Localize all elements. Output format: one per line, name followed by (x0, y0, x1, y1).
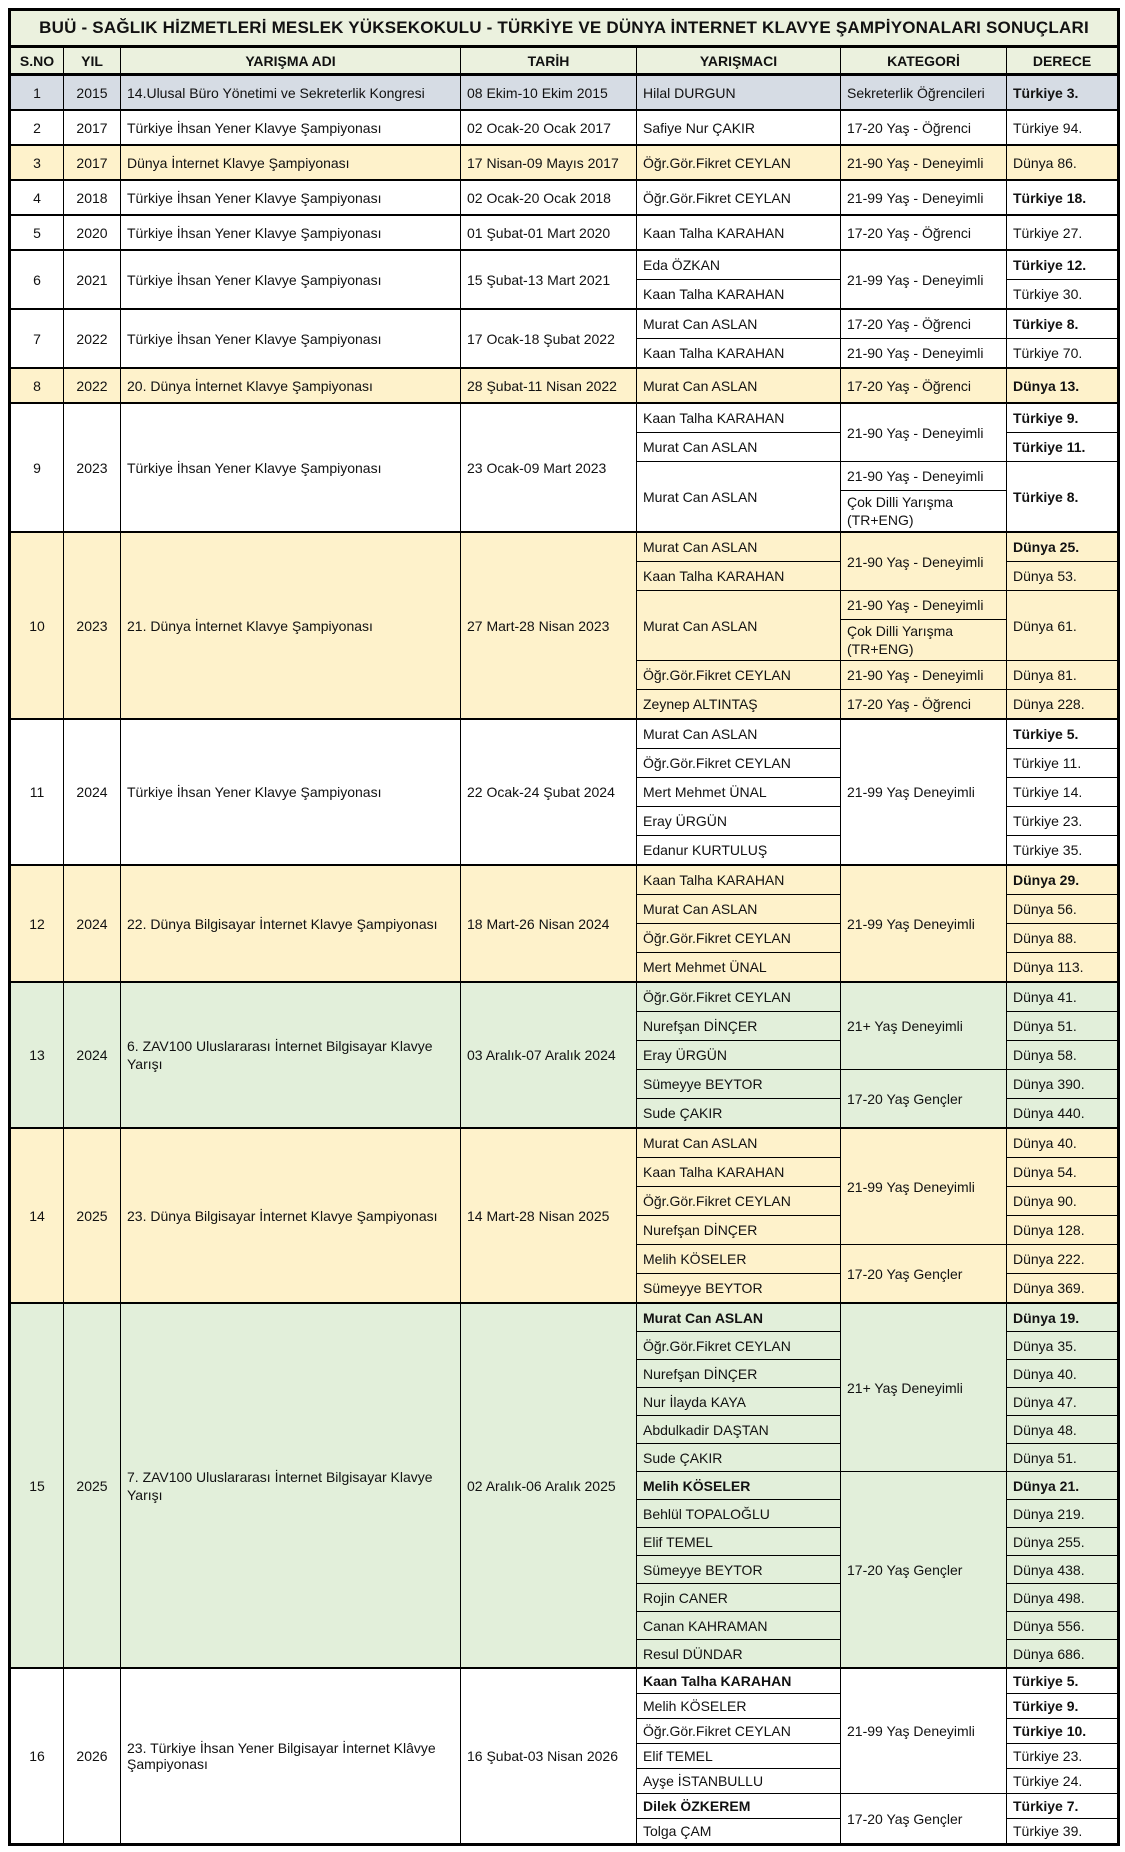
category-cell: 21-99 Yaş Deneyimli (841, 1128, 1007, 1245)
yil-cell: 2018 (64, 180, 121, 215)
date-cell: 03 Aralık-07 Aralık 2024 (461, 982, 637, 1128)
table-row (10, 532, 1119, 562)
yil-cell: 2020 (64, 215, 121, 250)
date-cell: 22 Ocak-24 Şubat 2024 (461, 719, 637, 865)
rank-cell: Türkiye 94. (1007, 110, 1119, 145)
category-cell: 21+ Yaş Deneyimli (841, 1303, 1007, 1472)
rank-cell: Türkiye 8. (1007, 309, 1119, 339)
results-body (10, 75, 1119, 1845)
category-cell: 17-20 Yaş - Öğrenci (841, 368, 1007, 403)
competitor-cell: Resul DÜNDAR (637, 1640, 841, 1669)
competitor-cell: Nurefşan DİNÇER (637, 1216, 841, 1245)
competitor-cell: Öğr.Gör.Fikret CEYLAN (637, 1187, 841, 1216)
sno-cell: 12 (10, 865, 64, 982)
competitor-cell: Melih KÖSELER (637, 1694, 841, 1719)
competitor-cell: Tolga ÇAM (637, 1819, 841, 1845)
rank-cell: Türkiye 7. (1007, 1794, 1119, 1819)
yil-cell: 2017 (64, 110, 121, 145)
rank-cell: Dünya 40. (1007, 1360, 1119, 1388)
rank-cell: Türkiye 23. (1007, 807, 1119, 836)
rank-cell: Dünya 41. (1007, 982, 1119, 1012)
competitor-cell: Murat Can ASLAN (637, 719, 841, 749)
yil-cell: 2025 (64, 1128, 121, 1303)
rank-cell: Dünya 29. (1007, 865, 1119, 895)
sno-cell: 15 (10, 1303, 64, 1668)
category-cell: 21+ Yaş Deneyimli (841, 982, 1007, 1070)
rank-cell: Türkiye 35. (1007, 836, 1119, 866)
date-cell: 14 Mart-28 Nisan 2025 (461, 1128, 637, 1303)
competition-cell: Türkiye İhsan Yener Klavye Şampiyonası (121, 180, 461, 215)
competitor-cell: Murat Can ASLAN (637, 1128, 841, 1158)
date-cell: 23 Ocak-09 Mart 2023 (461, 403, 637, 532)
col-header-kategori: KATEGORİ (841, 47, 1007, 75)
yil-cell: 2023 (64, 403, 121, 532)
category-cell: 21-99 Yaş - Deneyimli (841, 250, 1007, 309)
category-cell: 21-99 Yaş - Deneyimli (841, 180, 1007, 215)
table-row (10, 250, 1119, 280)
yil-cell: 2021 (64, 250, 121, 309)
date-cell: 08 Ekim-10 Ekim 2015 (461, 75, 637, 111)
competitor-cell: Zeynep ALTINTAŞ (637, 690, 841, 720)
rank-cell: Türkiye 9. (1007, 403, 1119, 433)
competitor-cell: Öğr.Gör.Fikret CEYLAN (637, 982, 841, 1012)
col-header-derece: DERECE (1007, 47, 1119, 75)
competitor-cell: Mert Mehmet ÜNAL (637, 953, 841, 983)
competitor-cell: Elif TEMEL (637, 1744, 841, 1769)
yil-cell: 2015 (64, 75, 121, 111)
rank-cell: Türkiye 39. (1007, 1819, 1119, 1845)
competitor-cell: Sude ÇAKIR (637, 1444, 841, 1472)
rank-cell: Dünya 51. (1007, 1012, 1119, 1041)
competitor-cell: Sümeyye BEYTOR (637, 1070, 841, 1099)
competitor-cell: Kaan Talha KARAHAN (637, 215, 841, 250)
competitor-cell: Sümeyye BEYTOR (637, 1556, 841, 1584)
rank-cell: Türkiye 27. (1007, 215, 1119, 250)
yil-cell: 2022 (64, 368, 121, 403)
competition-cell: 21. Dünya İnternet Klavye Şampiyonası (121, 532, 461, 719)
rank-cell: Dünya 81. (1007, 661, 1119, 690)
sno-cell: 8 (10, 368, 64, 403)
competitor-cell: Kaan Talha KARAHAN (637, 1668, 841, 1694)
rank-cell: Dünya 54. (1007, 1158, 1119, 1187)
rank-cell: Dünya 222. (1007, 1245, 1119, 1274)
rank-cell: Dünya 438. (1007, 1556, 1119, 1584)
competitor-cell: Öğr.Gör.Fikret CEYLAN (637, 145, 841, 180)
sno-cell: 9 (10, 403, 64, 532)
date-cell: 16 Şubat-03 Nisan 2026 (461, 1668, 637, 1845)
competitor-cell: Murat Can ASLAN (637, 433, 841, 462)
competitor-cell: Kaan Talha KARAHAN (637, 562, 841, 591)
sno-cell: 13 (10, 982, 64, 1128)
competitor-cell: Melih KÖSELER (637, 1245, 841, 1274)
rank-cell: Dünya 88. (1007, 924, 1119, 953)
rank-cell: Dünya 58. (1007, 1041, 1119, 1070)
competitor-cell: Safiye Nur ÇAKIR (637, 110, 841, 145)
rank-cell: Dünya 113. (1007, 953, 1119, 983)
competitor-cell: Kaan Talha KARAHAN (637, 339, 841, 369)
rank-cell: Dünya 61. (1007, 591, 1119, 661)
category-cell: 17-20 Yaş - Öğrenci (841, 690, 1007, 720)
rank-cell: Dünya 21. (1007, 1472, 1119, 1500)
rank-cell: Dünya 35. (1007, 1332, 1119, 1360)
table-row (10, 145, 1119, 180)
page-title: BUÜ - SAĞLIK HİZMETLERİ MESLEK YÜKSEKOKULU - TÜRKİYE VE DÜNYA İNTERNET KLAVYE ŞAMPİYONALARI SONUÇLARI (10, 10, 1119, 47)
competitor-cell: Eray ÜRGÜN (637, 1041, 841, 1070)
competitor-cell: Kaan Talha KARAHAN (637, 403, 841, 433)
competitor-cell: Dilek ÖZKEREM (637, 1794, 841, 1819)
date-cell: 17 Ocak-18 Şubat 2022 (461, 309, 637, 368)
category-cell: 21-99 Yaş Deneyimli (841, 1668, 1007, 1794)
competitor-cell: Murat Can ASLAN (637, 532, 841, 562)
category-cell: Sekreterlik Öğrencileri (841, 75, 1007, 111)
table-row (10, 1128, 1119, 1158)
category-cell: 21-90 Yaş - Deneyimli (841, 145, 1007, 180)
competitor-cell: Öğr.Gör.Fikret CEYLAN (637, 180, 841, 215)
yil-cell: 2024 (64, 982, 121, 1128)
category-cell: 21-90 Yaş - Deneyimli (841, 462, 1007, 491)
date-cell: 17 Nisan-09 Mayıs 2017 (461, 145, 637, 180)
competitor-cell: Öğr.Gör.Fikret CEYLAN (637, 749, 841, 778)
competitor-cell: Rojin CANER (637, 1584, 841, 1612)
competition-cell: Türkiye İhsan Yener Klavye Şampiyonası (121, 250, 461, 309)
competitor-cell: Behlül TOPALOĞLU (637, 1500, 841, 1528)
rank-cell: Dünya 498. (1007, 1584, 1119, 1612)
category-cell: 17-20 Yaş - Öğrenci (841, 110, 1007, 145)
competition-cell: 22. Dünya Bilgisayar İnternet Klavye Şampiyonası (121, 865, 461, 982)
rank-cell: Türkiye 70. (1007, 339, 1119, 369)
sno-cell: 3 (10, 145, 64, 180)
date-cell: 18 Mart-26 Nisan 2024 (461, 865, 637, 982)
sno-cell: 5 (10, 215, 64, 250)
table-row (10, 719, 1119, 749)
table-row (10, 75, 1119, 111)
rank-cell: Türkiye 5. (1007, 1668, 1119, 1694)
competitor-cell: Eda ÖZKAN (637, 250, 841, 280)
col-header-yarisma-adi: YARIŞMA ADI (121, 47, 461, 75)
competitor-cell: Kaan Talha KARAHAN (637, 1158, 841, 1187)
competitor-cell: Murat Can ASLAN (637, 462, 841, 533)
competition-cell: 7. ZAV100 Uluslararası İnternet Bilgisayar Klavye Yarışı (121, 1303, 461, 1668)
table-row (10, 110, 1119, 145)
table-row (10, 309, 1119, 339)
table-row (10, 215, 1119, 250)
rank-cell: Dünya 219. (1007, 1500, 1119, 1528)
date-cell: 02 Aralık-06 Aralık 2025 (461, 1303, 637, 1668)
category-cell: 21-90 Yaş - Deneyimli (841, 591, 1007, 620)
table-row (10, 1668, 1119, 1694)
competitor-cell: Melih KÖSELER (637, 1472, 841, 1500)
category-cell: 17-20 Yaş Gençler (841, 1245, 1007, 1304)
competitor-cell: Öğr.Gör.Fikret CEYLAN (637, 661, 841, 690)
competitor-cell: Nurefşan DİNÇER (637, 1012, 841, 1041)
competition-cell: Türkiye İhsan Yener Klavye Şampiyonası (121, 719, 461, 865)
rank-cell: Dünya 228. (1007, 690, 1119, 720)
sno-cell: 4 (10, 180, 64, 215)
rank-cell: Dünya 440. (1007, 1099, 1119, 1129)
col-header-tarih: TARİH (461, 47, 637, 75)
competition-cell: 20. Dünya İnternet Klavye Şampiyonası (121, 368, 461, 403)
yil-cell: 2024 (64, 865, 121, 982)
sno-cell: 11 (10, 719, 64, 865)
category-cell: 21-90 Yaş - Deneyimli (841, 339, 1007, 369)
table-row (10, 1303, 1119, 1332)
competition-cell: Dünya İnternet Klavye Şampiyonası (121, 145, 461, 180)
competition-cell: Türkiye İhsan Yener Klavye Şampiyonası (121, 309, 461, 368)
rank-cell: Dünya 390. (1007, 1070, 1119, 1099)
category-cell: Çok Dilli Yarışma (TR+ENG) (841, 620, 1007, 661)
rank-cell: Türkiye 9. (1007, 1694, 1119, 1719)
competitor-cell: Mert Mehmet ÜNAL (637, 778, 841, 807)
competition-cell: 23. Dünya Bilgisayar İnternet Klavye Şampiyonası (121, 1128, 461, 1303)
rank-cell: Türkiye 14. (1007, 778, 1119, 807)
competitor-cell: Sümeyye BEYTOR (637, 1274, 841, 1304)
category-cell: 17-20 Yaş Gençler (841, 1070, 1007, 1129)
category-cell: 21-90 Yaş - Deneyimli (841, 532, 1007, 591)
rank-cell: Dünya 51. (1007, 1444, 1119, 1472)
competitor-cell: Edanur KURTULUŞ (637, 836, 841, 866)
rank-cell: Türkiye 18. (1007, 180, 1119, 215)
col-header-yil: YIL (64, 47, 121, 75)
rank-cell: Dünya 40. (1007, 1128, 1119, 1158)
sno-cell: 1 (10, 75, 64, 111)
date-cell: 02 Ocak-20 Ocak 2017 (461, 110, 637, 145)
competitor-cell: Hilal DURGUN (637, 75, 841, 111)
date-cell: 01 Şubat-01 Mart 2020 (461, 215, 637, 250)
rank-cell: Türkiye 11. (1007, 433, 1119, 462)
rank-cell: Dünya 128. (1007, 1216, 1119, 1245)
category-cell: 17-20 Yaş Gençler (841, 1794, 1007, 1845)
sno-cell: 16 (10, 1668, 64, 1845)
category-cell: Çok Dilli Yarışma (TR+ENG) (841, 491, 1007, 533)
competitor-cell: Murat Can ASLAN (637, 309, 841, 339)
competitor-cell: Öğr.Gör.Fikret CEYLAN (637, 1719, 841, 1744)
category-cell: 21-90 Yaş - Deneyimli (841, 661, 1007, 690)
category-cell: 21-90 Yaş - Deneyimli (841, 403, 1007, 462)
competitor-cell: Canan KAHRAMAN (637, 1612, 841, 1640)
competitor-cell: Nurefşan DİNÇER (637, 1360, 841, 1388)
rank-cell: Türkiye 5. (1007, 719, 1119, 749)
title-row (10, 10, 1119, 47)
yil-cell: 2024 (64, 719, 121, 865)
competition-cell: Türkiye İhsan Yener Klavye Şampiyonası (121, 215, 461, 250)
competition-cell: 14.Ulusal Büro Yönetimi ve Sekreterlik Kongresi (121, 75, 461, 111)
competitor-cell: Öğr.Gör.Fikret CEYLAN (637, 1332, 841, 1360)
table-row (10, 180, 1119, 215)
rank-cell: Dünya 56. (1007, 895, 1119, 924)
category-cell: 17-20 Yaş - Öğrenci (841, 309, 1007, 339)
rank-cell: Dünya 25. (1007, 532, 1119, 562)
category-cell: 17-20 Yaş - Öğrenci (841, 215, 1007, 250)
rank-cell: Türkiye 8. (1007, 462, 1119, 533)
competition-cell: Türkiye İhsan Yener Klavye Şampiyonası (121, 110, 461, 145)
rank-cell: Dünya 47. (1007, 1388, 1119, 1416)
rank-cell: Türkiye 12. (1007, 250, 1119, 280)
rank-cell: Dünya 90. (1007, 1187, 1119, 1216)
col-header-sno: S.NO (10, 47, 64, 75)
rank-cell: Dünya 53. (1007, 562, 1119, 591)
rank-cell: Türkiye 24. (1007, 1769, 1119, 1794)
rank-cell: Dünya 369. (1007, 1274, 1119, 1304)
competitor-cell: Elif TEMEL (637, 1528, 841, 1556)
rank-cell: Türkiye 30. (1007, 280, 1119, 310)
rank-cell: Dünya 48. (1007, 1416, 1119, 1444)
competitor-cell: Abdulkadir DAŞTAN (637, 1416, 841, 1444)
competitor-cell: Murat Can ASLAN (637, 895, 841, 924)
competitor-cell: Ayşe İSTANBULLU (637, 1769, 841, 1794)
category-cell: 21-99 Yaş Deneyimli (841, 865, 1007, 982)
competitor-cell: Murat Can ASLAN (637, 368, 841, 403)
competitor-cell: Eray ÜRGÜN (637, 807, 841, 836)
rank-cell: Dünya 86. (1007, 145, 1119, 180)
competitor-cell: Kaan Talha KARAHAN (637, 280, 841, 310)
yil-cell: 2022 (64, 309, 121, 368)
competitor-cell: Murat Can ASLAN (637, 591, 841, 661)
competitor-cell: Kaan Talha KARAHAN (637, 865, 841, 895)
category-cell: 21-99 Yaş Deneyimli (841, 719, 1007, 865)
sno-cell: 2 (10, 110, 64, 145)
rank-cell: Türkiye 23. (1007, 1744, 1119, 1769)
rank-cell: Türkiye 3. (1007, 75, 1119, 111)
rank-cell: Türkiye 11. (1007, 749, 1119, 778)
competition-cell: 6. ZAV100 Uluslararası İnternet Bilgisayar Klavye Yarışı (121, 982, 461, 1128)
date-cell: 27 Mart-28 Nisan 2023 (461, 532, 637, 719)
rank-cell: Dünya 255. (1007, 1528, 1119, 1556)
rank-cell: Dünya 686. (1007, 1640, 1119, 1669)
competition-cell: 23. Türkiye İhsan Yener Bilgisayar İnternet Klâvye Şampiyonası (121, 1668, 461, 1845)
table-row (10, 865, 1119, 895)
competitor-cell: Murat Can ASLAN (637, 1303, 841, 1332)
competitor-cell: Sude ÇAKIR (637, 1099, 841, 1129)
column-header-row (10, 47, 1119, 75)
yil-cell: 2026 (64, 1668, 121, 1845)
date-cell: 02 Ocak-20 Ocak 2018 (461, 180, 637, 215)
rank-cell: Türkiye 10. (1007, 1719, 1119, 1744)
yil-cell: 2017 (64, 145, 121, 180)
competitor-cell: Nur İlayda KAYA (637, 1388, 841, 1416)
date-cell: 15 Şubat-13 Mart 2021 (461, 250, 637, 309)
competitor-cell: Öğr.Gör.Fikret CEYLAN (637, 924, 841, 953)
rank-cell: Dünya 556. (1007, 1612, 1119, 1640)
date-cell: 28 Şubat-11 Nisan 2022 (461, 368, 637, 403)
sno-cell: 6 (10, 250, 64, 309)
sno-cell: 7 (10, 309, 64, 368)
col-header-yarismaci: YARIŞMACI (637, 47, 841, 75)
rank-cell: Dünya 19. (1007, 1303, 1119, 1332)
table-row (10, 403, 1119, 433)
yil-cell: 2025 (64, 1303, 121, 1668)
results-table (8, 8, 1120, 1846)
yil-cell: 2023 (64, 532, 121, 719)
sno-cell: 10 (10, 532, 64, 719)
table-row (10, 368, 1119, 403)
rank-cell: Dünya 13. (1007, 368, 1119, 403)
category-cell: 17-20 Yaş Gençler (841, 1472, 1007, 1669)
competition-cell: Türkiye İhsan Yener Klavye Şampiyonası (121, 403, 461, 532)
table-row (10, 982, 1119, 1012)
sno-cell: 14 (10, 1128, 64, 1303)
